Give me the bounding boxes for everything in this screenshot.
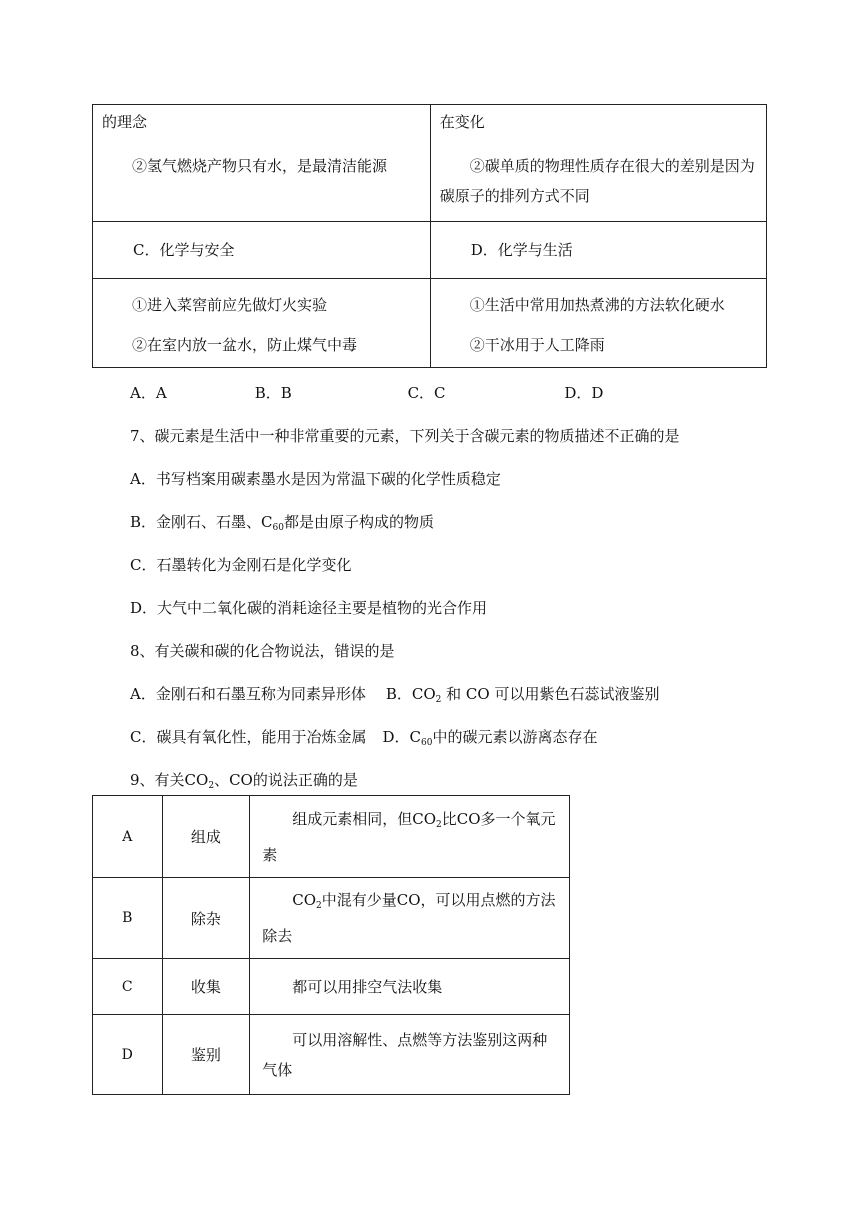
q6-table	[92, 104, 767, 368]
header-text: C．化学与安全	[133, 241, 235, 259]
option-c: C．C	[407, 384, 446, 402]
option-d: D．D	[564, 384, 604, 402]
row-aspect: 组成	[162, 796, 250, 878]
table-row	[93, 796, 570, 878]
q8-option-a: A．金刚石和石墨互称为同素异形体	[130, 685, 366, 703]
cell-text: 在变化	[439, 113, 485, 131]
table-row	[93, 1015, 570, 1095]
header-text: D．化学与生活	[470, 241, 573, 259]
q9-table	[92, 795, 570, 1095]
q6-options	[130, 381, 603, 405]
cell-text: ②在室内放一盆水，防止煤气中毒	[132, 336, 358, 354]
q8-stem: 8、有关碳和碳的化合物说法，错误的是	[130, 642, 395, 660]
cell-text: ①进入菜窖前应先做灯火实验	[132, 296, 328, 314]
row-aspect: 鉴别	[162, 1015, 250, 1095]
q9-stem: 9、有关$CO_2$、CO的说法正确的是	[130, 771, 358, 791]
q6-cell-c	[93, 279, 431, 368]
cell-text: ②氢气燃烧产物只有水，是最清洁能源	[132, 157, 388, 175]
q8-option-b: B．$CO_2$ 和 CO 可以用紫色石蕊试液鉴别	[385, 685, 660, 705]
row-letter: A	[93, 796, 163, 878]
q8-row1	[130, 682, 659, 712]
q6-cell-a	[430, 105, 766, 222]
row-description: $CO_2$中混有少量CO，可以用点燃的方法除去	[250, 878, 570, 959]
cell-text: 的理念	[102, 113, 148, 131]
q7-stem: 7、碳元素是生活中一种非常重要的元素，下列关于含碳元素的物质描述不正确的是	[130, 427, 680, 445]
row-description: 都可以用排空气法收集	[250, 959, 570, 1015]
table-row	[93, 878, 570, 959]
row-letter: C	[93, 959, 163, 1015]
q7-option-b: B．金刚石、石墨、$C_{60}$都是由原子构成的物质	[130, 513, 434, 533]
cell-text: ①生活中常用加热煮沸的方法软化硬水	[469, 296, 725, 314]
option-b: B．B	[254, 384, 292, 402]
row-aspect: 收集	[162, 959, 250, 1015]
q7-option-a: A．书写档案用碳素墨水是因为常温下碳的化学性质稳定	[130, 470, 501, 488]
q6-cell-d	[430, 279, 766, 368]
q6-header-d	[430, 222, 766, 279]
cell-text: ②干冰用于人工降雨	[469, 336, 605, 354]
table-row	[93, 959, 570, 1015]
q8-option-d: D．$C_{60}$中的碳元素以游离态存在	[382, 728, 598, 748]
q8-option-c: C．碳具有氧化性，能用于冶炼金属	[130, 728, 367, 746]
q8-row2	[130, 725, 597, 755]
row-aspect: 除杂	[162, 878, 250, 959]
row-letter: D	[93, 1015, 163, 1095]
q7-option-d: D．大气中二氧化碳的消耗途径主要是植物的光合作用	[130, 599, 488, 617]
option-a: A．A	[130, 384, 167, 402]
q6-header-c	[93, 222, 431, 279]
row-description: 组成元素相同，但$CO_2$比CO多一个氧元素	[250, 796, 570, 878]
cell-text: ②碳单质的物理性质存在很大的差别是因为碳原子的排列方式不同	[439, 157, 755, 205]
q7-option-c: C．石墨转化为金刚石是化学变化	[130, 556, 352, 574]
q6-cell-b	[93, 105, 431, 222]
row-description: 可以用溶解性、点燃等方法鉴别这两种气体	[250, 1015, 570, 1095]
row-letter: B	[93, 878, 163, 959]
